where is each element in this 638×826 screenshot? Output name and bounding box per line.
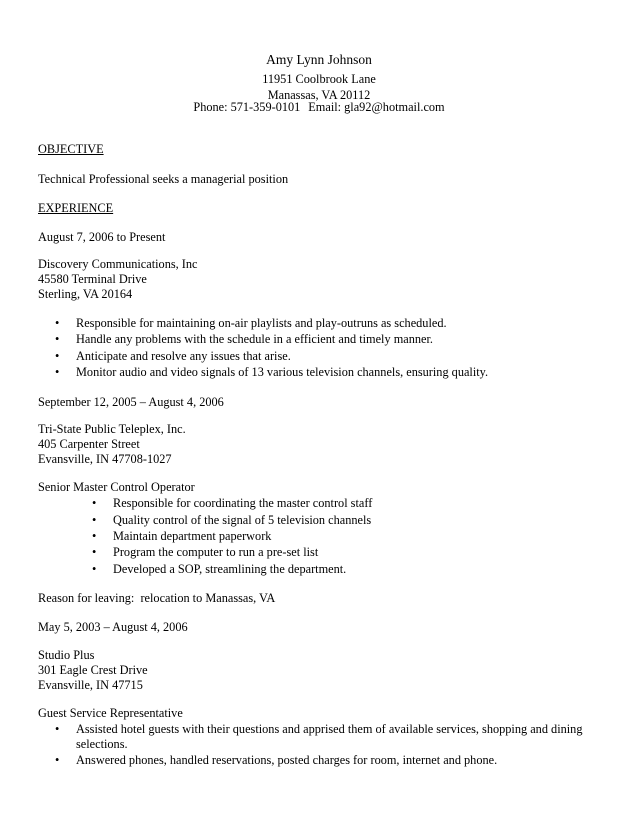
objective-heading: OBJECTIVE xyxy=(38,142,104,156)
list-item-text: Anticipate and resolve any issues that arise. xyxy=(76,349,291,363)
bullet-icon: • xyxy=(55,753,60,767)
job1-city: Sterling, VA 20164 xyxy=(38,287,133,301)
bullet-icon: • xyxy=(55,349,60,363)
list-item-text: Quality control of the signal of 5 television channels xyxy=(113,513,372,527)
bullet-icon: • xyxy=(92,513,97,527)
job1-dates: August 7, 2006 to Present xyxy=(38,230,166,244)
list-item-text: Handle any problems with the schedule in a efficient and timely manner. xyxy=(76,332,433,346)
bullet-icon: • xyxy=(55,365,60,379)
job2-reason: Reason for leaving: relocation to Manassas, VA xyxy=(38,591,276,605)
job3-street: 301 Eagle Crest Drive xyxy=(38,663,148,677)
email-text: Email: gla92@hotmail.com xyxy=(308,100,445,114)
contact-line xyxy=(0,99,638,115)
job1-company: Discovery Communications, Inc xyxy=(38,257,198,271)
job1-street: 45580 Terminal Drive xyxy=(38,272,147,286)
bullet-icon: • xyxy=(55,316,60,330)
candidate-name: Amy Lynn Johnson xyxy=(266,52,372,67)
bullet-icon: • xyxy=(55,332,60,346)
phone-text: Phone: 571-359-0101 xyxy=(193,100,301,114)
list-item-text: Developed a SOP, streamlining the department. xyxy=(113,562,347,576)
job3-company: Studio Plus xyxy=(38,648,95,662)
job2-city: Evansville, IN 47708-1027 xyxy=(38,452,172,466)
job2-title: Senior Master Control Operator xyxy=(38,480,195,494)
bullet-icon: • xyxy=(92,496,97,510)
list-item-text: Monitor audio and video signals of 13 various television channels, ensuring quality. xyxy=(76,365,489,379)
bullet-icon: • xyxy=(92,529,97,543)
job2-street: 405 Carpenter Street xyxy=(38,437,140,451)
list-item-text: Answered phones, handled reservations, posted charges for room, internet and phone. xyxy=(76,753,498,767)
list-item-text: selections. xyxy=(76,737,128,751)
job2-company: Tri-State Public Teleplex, Inc. xyxy=(38,422,186,436)
experience-heading: EXPERIENCE xyxy=(38,201,114,215)
job3-dates: May 5, 2003 – August 4, 2006 xyxy=(38,620,188,634)
address-line-2: Manassas, VA 20112 xyxy=(267,88,371,102)
list-item-text: Program the computer to run a pre-set list xyxy=(113,545,319,559)
list-item-text: Responsible for maintaining on-air playlists and play-outruns as scheduled. xyxy=(76,316,447,330)
objective-text: Technical Professional seeks a managerial position xyxy=(38,172,289,186)
bullet-icon: • xyxy=(92,562,97,576)
job3-title: Guest Service Representative xyxy=(38,706,183,720)
list-item-text: Responsible for coordinating the master control staff xyxy=(113,496,373,510)
list-item-text: Maintain department paperwork xyxy=(113,529,272,543)
list-item-text: Assisted hotel guests with their questions and apprised them of available services, shopping and dining xyxy=(76,722,583,736)
job2-dates: September 12, 2005 – August 4, 2006 xyxy=(38,395,224,409)
bullet-icon: • xyxy=(92,545,97,559)
bullet-icon: • xyxy=(55,722,60,736)
job3-city: Evansville, IN 47715 xyxy=(38,678,143,692)
address-line-1: 11951 Coolbrook Lane xyxy=(262,72,376,86)
